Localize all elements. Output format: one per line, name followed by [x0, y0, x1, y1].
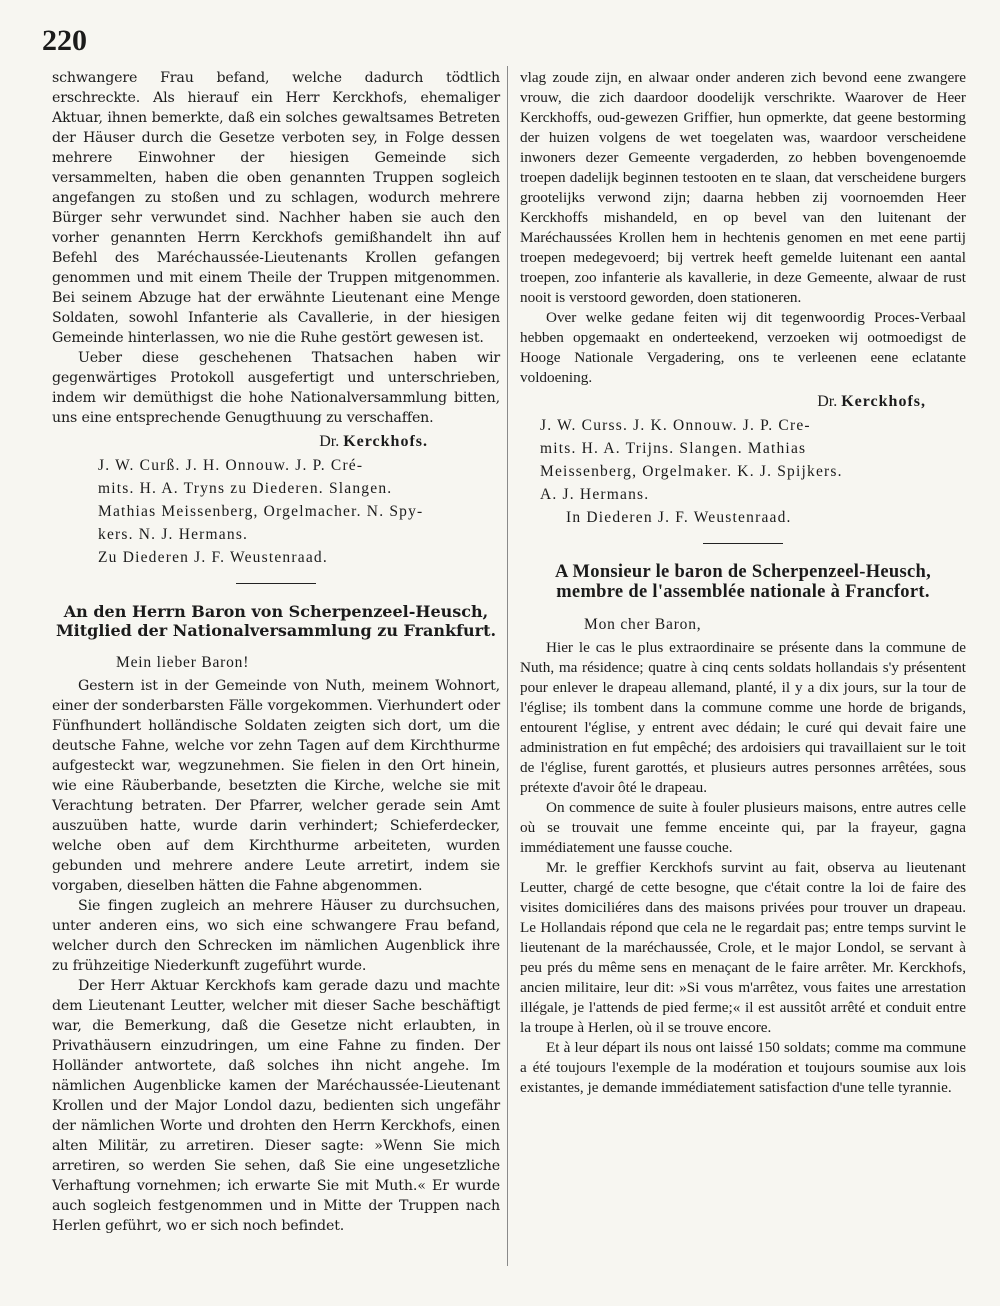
- german-signatories-line-5: Zu Diederen J. F. Weustenraad.: [98, 549, 328, 566]
- german-signatories-line-3: Mathias Meissenberg, Orgelmacher. N. Spy-: [98, 503, 424, 520]
- french-letter-paragraph-1: Hier le cas le plus extraordinaire se présente dans la commune de Nuth, ma résidence; quatre à cinq cents soldats hollandais s'y présentent pour enlever le drapeau allemand, planté, il y a dix jours, sur la tour de l'église; ils tombent dans la commune comme une horde de brigands, entourent l'église, y entrent avec dédain; le curé qui devait faire une administration en fut empêché; des ardoisiers qui travaillaient sur le toit de l'église, furent garottés, et plusieurs autres personnes arrêtées, sous prétexte d'avoir ôté le drapeau.: [520, 639, 966, 796]
- dutch-section-divider: [703, 543, 783, 544]
- german-protocol-paragraph-1: schwangere Frau befand, welche dadurch tödtlich erschreckte. Als hierauf ein Herr Kerckhofs, ehemaliger Aktuar, ihnen bemerkte, daß ein solches gewaltsames Betreten der Häuser durch die Gesetze verboten sey, in Folge dessen mehrere Einwohner der hiesigen Gemeinde sich versammelten, haben die oben genannten Truppen sogleich angefangen zu stoßen und zu schlagen, wodurch mehrere Bürger sehr verwundet sind. Nachher haben sie auch den vorher genannten Herrn Kerckhofs gemißhandelt ihn auf Befehl des Maréchaussée-Lieutenants Krollen gefangen genommen und mit einem Theile der Truppen mitgenommen. Bei seinem Abzuge hat der erwähnte Lieutenant eine Menge Soldaten, sowohl Infanterie als Cavallerie, in der hiesigen Gemeinde hinterlassen, wo nie die Ruhe gestört gewesen ist.: [52, 70, 500, 346]
- german-signatories-line-1: J. W. Curß. J. H. Onnouw. J. P. Cré-: [98, 457, 364, 474]
- dutch-signature-name: Kerckhofs,: [841, 393, 926, 410]
- french-salutation: Mon cher Baron,: [584, 616, 702, 633]
- german-letter-paragraph-3: Der Herr Aktuar Kerckhofs kam gerade dazu und machte dem Lieutenant Leutter, welcher mit dieser Sache beschäftigt war, die Bemerkung, daß die Gesetze nicht erlaubten, in Privathäusern einzudringen, um eine Fahne zu finden. Der Holländer antwortete, daß solches ihn nicht angehe. Im nämlichen Augenblicke kamen der Maréchaussée-Lieutenant Krollen und der Major Londol dazu, bedienten sich ungefähr der nämlichen Worte und drohten den Herrn Kerckhofs, einen alten Militär, zu arretiren. Dieser sagte: »Wenn Sie mich arretiren, so werden Sie sehen, daß Sie eine ungesetzliche Verhaftung vornehmen; ich erwarte Sie mit Muth.« Er wurde auch sogleich festgenommen und in Mitte der Truppen nach Herlen geführt, wo er sich noch befindet.: [52, 978, 500, 1234]
- german-section-divider: [236, 583, 316, 584]
- german-letter-heading: An den Herrn Baron von Scherpenzeel-Heusch, Mitglied der Nationalversammlung zu Frankfurt.: [55, 602, 497, 640]
- dutch-protocol-paragraph-1: vlag zoude zijn, en alwaar onder anderen zich bevond eene zwangere vrouw, die zich daardoor doodelijk verschrikte. Waarover de Heer Kerckhoffs, oud-gewezen Griffier, hun opmerkte, dat geene bestorming der huizen volgens de wet toegelaten was, waardoor verscheidene inwoners dezer Gemeente vergaderden, zo hebben bovengenoemde troepen dadelijk beginnen testooten en te slaan, dat verscheidene burgers grootelijks verwond zijn; daarna hebben zij voornoemden Heer Kerckhoffs mishandeld, en op bevel van den luitenant der Maréchaussées Krollen hem in hechtenis genomen en met eene partij troepen medegevoerd; bij vertrek heeft gemelde luitenant een aantal troepen, zoo infanterie als kavallerie, in deze Gemeente, alwaar de rust nooit is verstoord geworden, doen stationeren.: [520, 69, 966, 306]
- dutch-signature-prefix: Dr.: [817, 393, 838, 410]
- dutch-signatories-line-1: J. W. Curss. J. K. Onnouw. J. P. Cre-: [540, 417, 811, 434]
- german-protocol-paragraph-2: Ueber diese geschehenen Thatsachen haben wir gegenwärtiges Protokoll ausgefertigt und unterschrieben, indem wir demüthigst die hohe Nationalversammlung bitten, uns eine entsprechende Genugthuung zu verschaffen.: [52, 350, 500, 426]
- german-letter-paragraph-1: Gestern ist in der Gemeinde von Nuth, meinem Wohnort, einer der sonderbarsten Fälle vorgekommen. Vierhundert oder Fünfhundert holländische Soldaten zeigten sich dort, um die deutsche Fahne, welche vor zehn Tagen auf dem Kirchthurme aufgesteckt war, wegzunehmen. Sie fielen in den Ort hinein, wie eine Räuberbande, besetzten die Kirche, welche sie mit Verachtung betraten. Der Pfarrer, welcher gerade sein Amt auszuüben hatte, wurde darin verhindert; Schieferdecker, welche oben auf dem Kirchthurme arbeiteten, wurden gebunden und mehrere andere Leute arretirt, indem sie vorgaben, dieselben hätten die Fahne abgenommen.: [52, 678, 500, 894]
- french-letter-heading: A Monsieur le baron de Scherpenzeel-Heusch, membre de l'assemblée nationale à Francfort.: [554, 562, 932, 602]
- german-signature-main: [52, 430, 500, 454]
- german-signatories-line-4: kers. N. J. Hermans.: [98, 526, 249, 543]
- dutch-signatories-line-4: A. J. Hermans.: [540, 486, 650, 503]
- german-column: [52, 68, 500, 1236]
- dutch-protocol-paragraph-2: Over welke gedane feiten wij dit tegenwoordig Proces-Verbaal hebben opgemaakt en onderteekend, verzoeken wij ootmoedigst de Hooge Nationale Vergadering, ons te verleenen eene eclatante voldoening.: [520, 309, 966, 386]
- dutch-signatories-line-5: In Diederen J. F. Weustenraad.: [566, 509, 792, 526]
- dutch-signature-main: [520, 390, 966, 414]
- german-salutation: Mein lieber Baron!: [116, 654, 250, 671]
- french-letter-paragraph-2: On commence de suite à fouler plusieurs maisons, entre autres celle où se trouvait une femme enceinte qui, par la frayeur, gagna immédiatement une fausse couche.: [520, 799, 966, 856]
- german-signatories-line-2: mits. H. A. Tryns zu Diederen. Slangen.: [98, 480, 393, 497]
- french-letter-paragraph-3: Mr. le greffier Kerckhofs survint au fait, observa au lieutenant Leutter, chargé de cette besogne, que c'était contre la loi de faire des visites domiciliéres dans des maisons privées pour trouver un drapeau. Le Hollandais répond que cela ne le regardait pas; entre temps survint le lieutenant de la maréchaussée, Crole, et le major Londol, se servant à peu prés du même sens en menaçant de le faire arrêter. Mr. Kerckhofs, ancien militaire, leur dit: »Si vous m'arrêtez, vous faites une arrestation illégale, je l'attends de pied ferme;« il est aussitôt arrêté et conduit entre la troupe à Herlen, où il se trouve encore.: [520, 859, 966, 1036]
- column-rule: [507, 66, 508, 1266]
- page-number: 220: [42, 24, 87, 57]
- dutch-signatories-line-3: Meissenberg, Orgelmaker. K. J. Spijkers.: [540, 463, 843, 480]
- french-letter-paragraph-4: Et à leur départ ils nous ont laissé 150 soldats; comme ma commune a été toujours l'exemple de la modération et toujours soumise aux lois existantes, je demande immédiatement satisfaction d'une telle tyrannie.: [520, 1039, 966, 1096]
- german-letter-paragraph-2: Sie fingen zugleich an mehrere Häuser zu durchsuchen, unter anderen eins, wo sich eine schwangere Frau befand, welcher durch den Schrecken im nämlichen Augenblick ihre zu frühzeitige Niederkunft zugeführt wurde.: [52, 898, 500, 974]
- german-signature-name: Kerckhofs.: [343, 433, 428, 450]
- dutch-signatories-line-2: mits. H. A. Trijns. Slangen. Mathias: [540, 440, 807, 457]
- german-signature-prefix: Dr.: [319, 433, 340, 450]
- dutch-french-column: [520, 68, 966, 1098]
